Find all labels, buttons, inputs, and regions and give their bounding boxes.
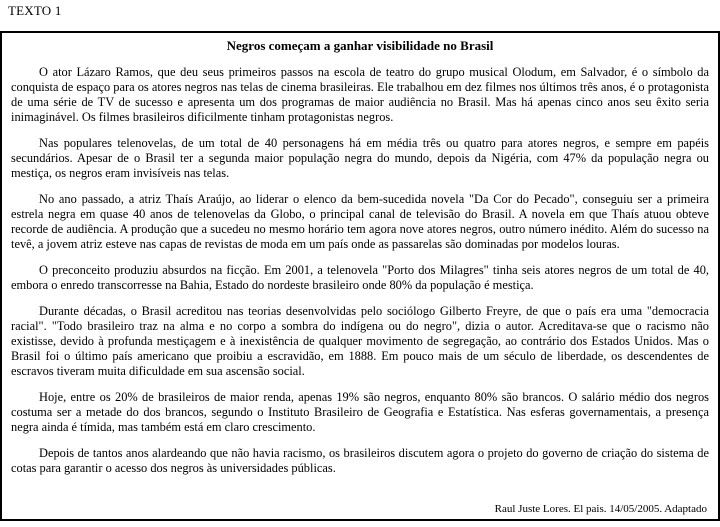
paragraph: No ano passado, a atriz Thaís Araújo, ao liderar o elenco da bem-sucedida novela "Da Cor do Pecado", conseguiu ser a primeira estrela negra em quase 40 anos de telenovelas da Globo, o principal canal de televisão do Brasil. A novela em que Thaís atuou obteve recorde de audiência. A produção que a sucedeu no mesmo horário tem agora nove atores negros, outro número inédito. Além do sucesso na tevê, a jovem atriz esteve nas capas de revistas de moda em um país onde as passarelas são dominadas por modelos louras. (11, 192, 709, 251)
attribution: Raul Juste Lores. El pais. 14/05/2005. Adaptado (494, 503, 707, 515)
page (0, 3, 720, 527)
paragraph: Nas populares telenovelas, de um total de 40 personagens há em média três ou quatro para atores negros, e sempre em papéis secundários. Apesar de o Brasil ter a segunda maior população negra do mundo, depois da Nigéria, com 47% da população negra ou mestiça, os negros eram invisíveis nas telas. (11, 136, 709, 180)
text-label: TEXTO 1 (8, 3, 62, 18)
paragraph: O ator Lázaro Ramos, que deu seus primeiros passos na escola de teatro do grupo musical Olodum, em Salvador, é o símbolo da conquista de espaço para os atores negros nas telas de cinema brasileiras. Ele trabalhou em dez filmes nos últimos três anos, é o protagonista de uma série de TV de sucesso e apresenta um dos programas de maior audiência no Brasil. Mas há apenas cinco anos seu êxito seria inimaginável. Os filmes brasileiros dificilmente tinham protagonistas negros. (11, 65, 709, 124)
paragraph: O preconceito produziu absurdos na ficção. Em 2001, a telenovela "Porto dos Milagres" tinha seis atores negros de um total de 40, embora o enredo transcorresse na Bahia, Estado do nordeste brasileiro onde 80% da população é mestiça. (11, 263, 709, 292)
document-title: Negros começam a ganhar visibilidade no Brasil (226, 38, 494, 53)
text-box (0, 31, 720, 521)
paragraph: Hoje, entre os 20% de brasileiros de maior renda, apenas 19% são negros, enquanto 80% são brancos. O salário médio dos negros costuma ser a metade do dos brancos, segundo o Instituto Brasileiro de Geografia e Estatística. Nas esferas governamentais, a presença negra ainda é tímida, mas também está em claro crescimento. (11, 390, 709, 434)
paragraph: Depois de tantos anos alardeando que não havia racismo, os brasileiros discutem agora o projeto do governo de criação do sistema de cotas para garantir o acesso dos negros às universidades públicas. (11, 446, 709, 475)
paragraph: Durante décadas, o Brasil acreditou nas teorias desenvolvidas pelo sociólogo Gilberto Freyre, de que o país era uma "democracia racial". "Todo brasileiro traz na alma e no corpo a sombra do indígena ou do negro", dizia o autor. Acreditava-se que o racismo não existisse, devido à profunda mestiçagem e à inexistência de qualquer movimento de segregação, ao contrário dos Estados Unidos. Mas o Brasil foi o último país americano que proibiu a escravidão, em 1888. Em pouco mais de um século de liberdade, os descendentes de escravos tiveram muita dificuldade em sua ascensão social. (11, 304, 709, 378)
